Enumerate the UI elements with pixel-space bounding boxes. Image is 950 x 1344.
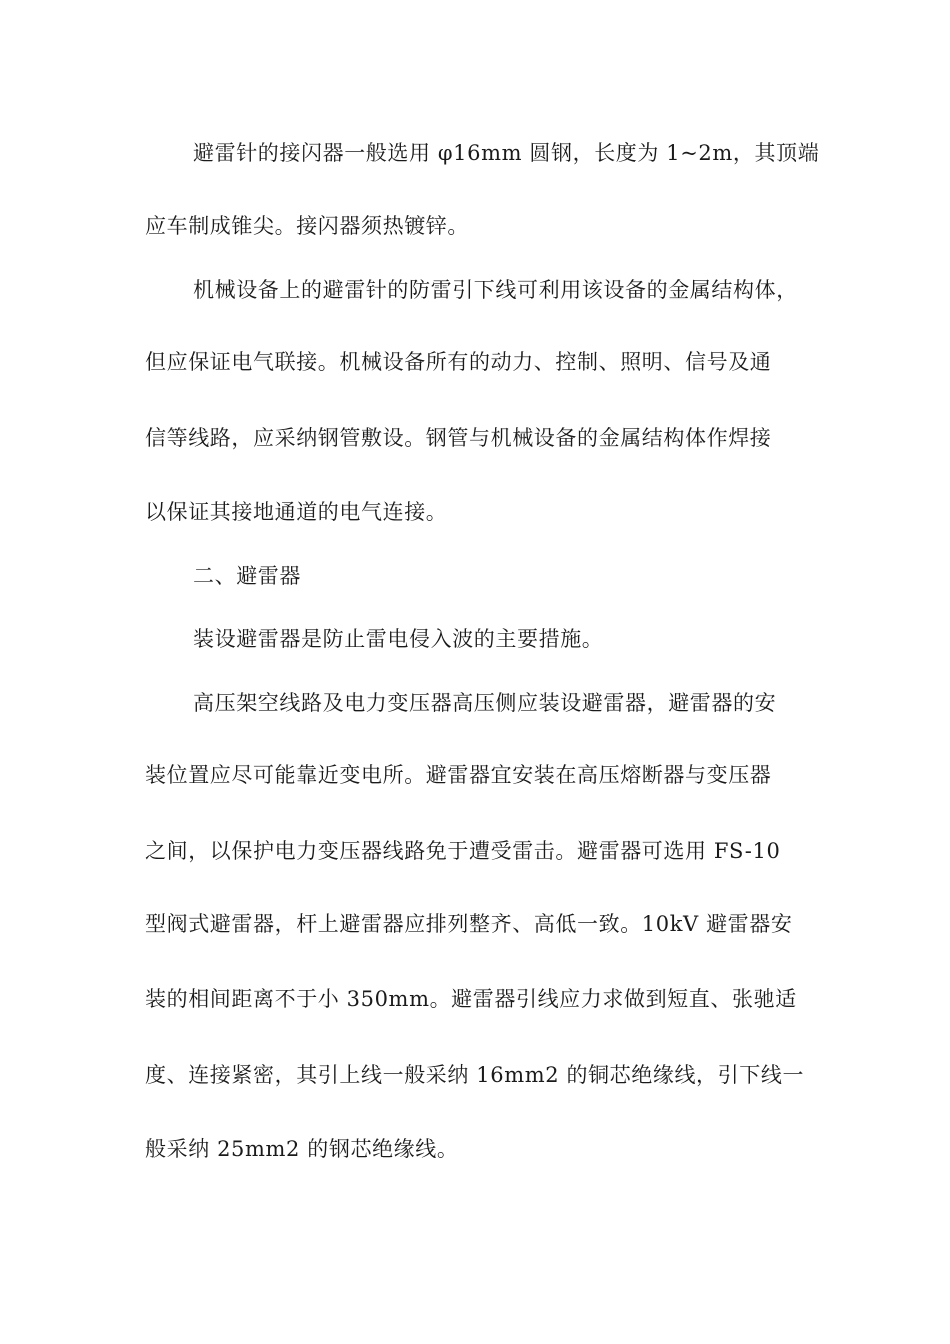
paragraph-line: 以保证其接地通道的电气连接。 [145, 500, 448, 524]
section-heading: 二、避雷器 [193, 564, 301, 588]
paragraph-line: 度、连接紧密，其引上线一般采纳 16mm2 的铜芯绝缘线，引下线一 [145, 1063, 805, 1087]
paragraph-line: 装位置应尽可能靠近变电所。避雷器宜安装在高压熔断器与变压器 [145, 763, 772, 787]
paragraph-line: 般采纳 25mm2 的钢芯绝缘线。 [145, 1137, 459, 1161]
paragraph-line: 装的相间距离不于小 350mm。避雷器引线应力求做到短直、张驰适 [145, 987, 797, 1011]
paragraph-line: 装设避雷器是防止雷电侵入波的主要措施。 [193, 627, 604, 651]
paragraph-line: 信等线路，应采纳钢管敷设。钢管与机械设备的金属结构体作焊接 [145, 426, 772, 450]
paragraph-line: 避雷针的接闪器一般选用 φ16mm 圆钢，长度为 1~2m，其顶端 [193, 141, 820, 165]
paragraph-line: 但应保证电气联接。机械设备所有的动力、控制、照明、信号及通 [145, 350, 772, 374]
paragraph-line: 机械设备上的避雷针的防雷引下线可利用该设备的金属结构体， [193, 278, 798, 302]
paragraph-line: 应车制成锥尖。接闪器须热镀锌。 [145, 214, 469, 238]
paragraph-line: 高压架空线路及电力变压器高压侧应装设避雷器，避雷器的安 [193, 691, 777, 715]
paragraph-line: 型阀式避雷器，杆上避雷器应排列整齐、高低一致。10kV 避雷器安 [145, 912, 793, 936]
paragraph-line: 之间，以保护电力变压器线路免于遭受雷击。避雷器可选用 FS-10 [145, 839, 781, 863]
